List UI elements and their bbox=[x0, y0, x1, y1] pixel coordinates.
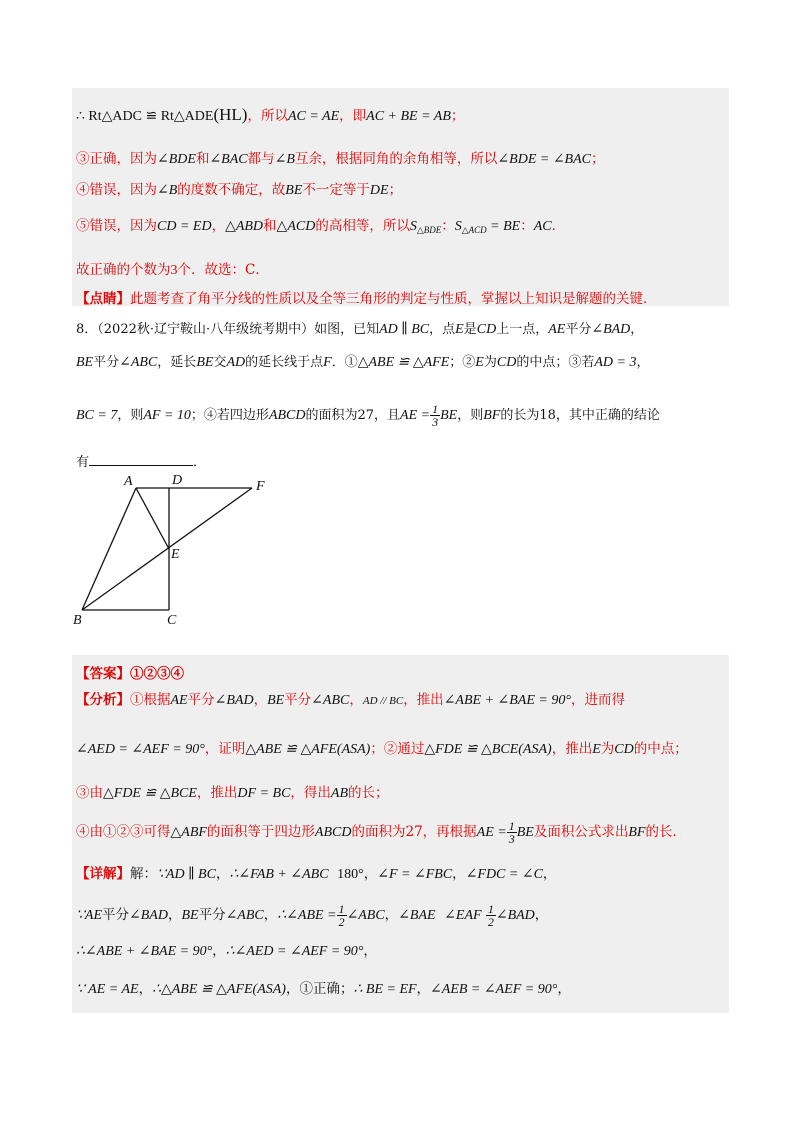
math-expr: AC = AE bbox=[287, 109, 340, 124]
area-expr bbox=[455, 219, 520, 234]
math-expr: E bbox=[475, 355, 484, 370]
text: 的高相等，所以 bbox=[315, 218, 410, 234]
detail-line bbox=[76, 862, 556, 883]
math-expr: ∠EAF bbox=[444, 908, 482, 923]
question-line bbox=[76, 451, 206, 470]
text: 此题考查了角平分线的性质以及全等三角形的判定与性质，掌握以上知识是解题的关键． bbox=[130, 291, 657, 307]
text: ： bbox=[441, 218, 455, 234]
text: 上一点， bbox=[496, 322, 549, 337]
text: 平分 bbox=[102, 907, 130, 923]
detail-line bbox=[76, 977, 571, 998]
text: 是 bbox=[463, 322, 477, 337]
fraction bbox=[507, 820, 517, 845]
math-expr: E bbox=[592, 742, 601, 757]
text: 的中点； bbox=[633, 741, 688, 757]
text: ， bbox=[253, 692, 268, 708]
fraction bbox=[430, 403, 440, 428]
math-expr: ∴∠AED = ∠AEF = 90° bbox=[225, 944, 364, 959]
answer-value: ①②③④ bbox=[130, 666, 184, 682]
math-expr: BE bbox=[516, 825, 534, 840]
text: 及面积公式求出 bbox=[533, 824, 629, 840]
question-line bbox=[76, 351, 649, 371]
math-expr: AC + BE = AB bbox=[366, 109, 451, 124]
text: 和 bbox=[195, 151, 210, 167]
math-expr: ∠B bbox=[274, 152, 295, 167]
text: ；④若四边形 bbox=[190, 408, 269, 423]
math-expr: ∠BAD bbox=[591, 322, 631, 337]
text: ③由 bbox=[76, 785, 103, 801]
math-expr: BE bbox=[196, 355, 214, 370]
math-expr: AB bbox=[330, 786, 349, 801]
math-expr: (HL) bbox=[213, 105, 248, 124]
math-expr: F bbox=[323, 355, 332, 370]
text: 平分 bbox=[187, 692, 215, 708]
math-expr: ∴∠ABE + ∠BAE = 90° bbox=[76, 944, 213, 959]
question-line bbox=[76, 318, 643, 338]
solution-line bbox=[76, 214, 565, 236]
text: ，推出 bbox=[196, 785, 238, 801]
math-expr: BF bbox=[628, 825, 646, 840]
math-expr: AE = bbox=[400, 408, 431, 423]
math-expr: S bbox=[409, 219, 417, 234]
math-expr: CD = ED bbox=[157, 219, 212, 234]
text: ①根据 bbox=[130, 692, 171, 708]
text: ， bbox=[416, 981, 431, 997]
text: 故正确的个数为 bbox=[76, 262, 171, 278]
math-expr: ∴∠FAB + ∠ABC bbox=[229, 867, 329, 882]
text: ， bbox=[452, 866, 466, 882]
text: ；② bbox=[449, 355, 476, 370]
text: 平分 bbox=[565, 322, 592, 337]
denominator: 2 bbox=[487, 915, 494, 929]
math-expr: ∠ABE + ∠BAE = 90° bbox=[443, 693, 571, 708]
solution-line bbox=[76, 104, 464, 125]
math-expr: AD // BC bbox=[362, 695, 404, 707]
text: ， bbox=[636, 355, 650, 370]
math-expr: AF = 10 bbox=[143, 408, 191, 423]
text: ， bbox=[557, 981, 571, 997]
key-point-label: 【点睛】 bbox=[76, 291, 130, 307]
text: ，推出 bbox=[551, 741, 593, 757]
text: 个．故选：C． bbox=[177, 262, 269, 278]
denominator: 3 bbox=[508, 832, 515, 846]
label-f: F bbox=[256, 479, 265, 494]
math-expr: ∵AE bbox=[76, 908, 103, 923]
numerator: 1 bbox=[338, 902, 345, 916]
math-expr: ∠BDE bbox=[157, 152, 196, 167]
math-expr: 3 bbox=[170, 263, 178, 278]
math-expr: △ABE ≌ △AFE bbox=[357, 355, 450, 370]
text: ， bbox=[363, 866, 378, 882]
detail-label: 【详解】 bbox=[76, 866, 130, 882]
math-expr: = BE bbox=[490, 219, 521, 234]
fraction bbox=[337, 903, 347, 928]
analysis-line bbox=[76, 688, 625, 709]
math-expr: DE bbox=[369, 183, 389, 198]
math-expr: S bbox=[454, 219, 462, 234]
analysis-label: 【分析】 bbox=[76, 692, 130, 708]
math-expr: BE bbox=[267, 693, 285, 708]
math-expr: ∠BAD bbox=[495, 908, 535, 923]
text: ， bbox=[542, 866, 557, 882]
math-expr: DF = BC bbox=[237, 786, 291, 801]
text: ⑤错误，因为 bbox=[76, 218, 157, 234]
label-c: C bbox=[167, 613, 177, 628]
math-expr: ∴ BE = EF bbox=[353, 982, 417, 997]
math-expr: ∠AEB = ∠AEF = 90° bbox=[430, 982, 558, 997]
segment-bf bbox=[82, 488, 252, 610]
math-expr: ABCD bbox=[314, 825, 352, 840]
question-text: 8．（2022秋·辽宁鞍山·八年级统考期中）如图，已知 bbox=[76, 322, 380, 337]
text: ，则 bbox=[457, 408, 484, 423]
text: 的面积等于四边形 bbox=[206, 824, 315, 840]
math-expr: BE bbox=[285, 183, 303, 198]
key-point-line bbox=[76, 287, 657, 307]
text: ，证明 bbox=[204, 741, 246, 757]
text: ，所以 bbox=[247, 108, 288, 124]
answer-label: 【答案】 bbox=[76, 666, 130, 682]
math-expr: ∠F = ∠FBC bbox=[377, 867, 453, 882]
text: 平分 bbox=[284, 692, 312, 708]
text: 的长为18，其中正确的结论 bbox=[500, 408, 660, 423]
text: ，点 bbox=[429, 322, 456, 337]
math-expr: ∠BAD bbox=[214, 693, 254, 708]
numerator: 1 bbox=[508, 819, 515, 833]
text: ，①正确； bbox=[285, 981, 354, 997]
solution-line bbox=[76, 258, 269, 279]
text: ， bbox=[212, 943, 226, 959]
text: ， bbox=[349, 692, 363, 708]
text: ． bbox=[551, 218, 566, 234]
math-expr: CD bbox=[614, 742, 634, 757]
text: ： bbox=[520, 218, 534, 234]
math-sub: △BDE bbox=[416, 225, 442, 235]
label-a: A bbox=[124, 474, 133, 489]
math-expr: △ACD bbox=[276, 219, 316, 234]
text: 不一定等于 bbox=[302, 182, 370, 198]
fraction bbox=[486, 903, 496, 928]
math-expr: ∠BAE bbox=[398, 908, 436, 923]
math-expr: BE bbox=[76, 355, 94, 370]
math-expr: BF bbox=[483, 408, 501, 423]
text: 的中点；③若 bbox=[516, 355, 595, 370]
text: ， bbox=[211, 218, 226, 234]
math-expr: AD = 3 bbox=[594, 355, 637, 370]
math-expr: ∠ABC bbox=[346, 908, 385, 923]
detail-line bbox=[76, 939, 377, 960]
analysis-line bbox=[76, 820, 686, 845]
area-expr bbox=[410, 219, 441, 234]
math-expr: ∠BAC bbox=[209, 152, 248, 167]
text: ．① bbox=[331, 355, 358, 370]
text: ； bbox=[388, 182, 403, 198]
text: ；②通过 bbox=[370, 741, 425, 757]
text: 平分 bbox=[198, 907, 226, 923]
math-expr: △FDE ≌ △BCE bbox=[103, 786, 197, 801]
analysis-line bbox=[76, 737, 688, 758]
analysis-line bbox=[76, 781, 389, 802]
math-expr: ∠FDC = ∠C bbox=[465, 867, 543, 882]
text: 平分 bbox=[93, 355, 120, 370]
text: ， bbox=[363, 943, 377, 959]
math-expr: CD bbox=[476, 322, 497, 337]
text: 的延长线于点 bbox=[245, 355, 324, 370]
text: ，得出 bbox=[290, 785, 331, 801]
math-expr: AD bbox=[226, 355, 246, 370]
text: 解： bbox=[130, 866, 157, 882]
text: ． bbox=[193, 455, 207, 470]
text: ， bbox=[215, 866, 230, 882]
math-expr: AD ∥ BC bbox=[379, 322, 430, 337]
text: ； bbox=[450, 108, 465, 124]
segment-ae bbox=[136, 488, 169, 549]
math-expr: △FDE ≌ △BCE(ASA) bbox=[424, 742, 552, 757]
math-expr: 180° bbox=[337, 867, 364, 882]
math-expr: BC = 7 bbox=[76, 408, 118, 423]
math-expr: ∠BAD bbox=[129, 908, 168, 923]
denominator: 2 bbox=[338, 915, 345, 929]
text: 的度数不确定，故 bbox=[177, 182, 286, 198]
segment-ab bbox=[82, 488, 136, 610]
text: 互余，根据同角的余角相等，所以 bbox=[294, 151, 498, 167]
math-expr: AC bbox=[533, 219, 552, 234]
text: ， bbox=[263, 907, 278, 923]
math-expr: △ABE ≌ △AFE(ASA) bbox=[245, 742, 371, 757]
math-expr: BE bbox=[181, 908, 199, 923]
math-expr: CD bbox=[496, 355, 517, 370]
denominator: 3 bbox=[432, 415, 439, 429]
text: ，延长 bbox=[157, 355, 197, 370]
answer-blank bbox=[89, 453, 193, 466]
text: ， bbox=[630, 322, 644, 337]
text: 为 bbox=[483, 355, 497, 370]
math-sub: △ACD bbox=[461, 225, 487, 235]
label-e: E bbox=[171, 547, 180, 562]
text: 的面积为27，且 bbox=[305, 408, 401, 423]
math-expr: ∴∠ABE = bbox=[277, 908, 337, 923]
text: 交 bbox=[213, 355, 227, 370]
question-line bbox=[76, 403, 660, 428]
solution-line bbox=[76, 178, 402, 199]
text: ，推出 bbox=[403, 692, 444, 708]
text: ，则 bbox=[117, 408, 144, 423]
math-expr: ∠BDE = ∠BAC bbox=[497, 152, 591, 167]
math-expr: ∠ABC bbox=[311, 693, 350, 708]
text: ，进而得 bbox=[570, 692, 625, 708]
label-d: D bbox=[172, 473, 183, 488]
math-expr: ∵AD ∥ BC bbox=[157, 867, 216, 882]
math-expr: AE bbox=[548, 322, 566, 337]
math-expr: AE = bbox=[476, 825, 507, 840]
label-b: B bbox=[73, 613, 82, 628]
answer-line bbox=[76, 662, 184, 682]
math-expr: ∠AED = ∠AEF = 90° bbox=[76, 742, 205, 757]
math-expr: AE bbox=[170, 693, 188, 708]
text: ， bbox=[167, 907, 182, 923]
math-expr: △ABD bbox=[225, 219, 264, 234]
math-expr: ∵ AE = AE bbox=[76, 982, 139, 997]
text: 的面积为27，再根据 bbox=[351, 824, 477, 840]
text: ③正确，因为 bbox=[76, 151, 157, 167]
text: ④由①②③可得 bbox=[76, 824, 171, 840]
math-expr: △ABF bbox=[170, 825, 207, 840]
numerator: 1 bbox=[432, 402, 439, 416]
geometry-figure bbox=[68, 472, 268, 632]
text: ， bbox=[138, 981, 153, 997]
detail-line bbox=[76, 903, 548, 928]
text: ； bbox=[591, 151, 605, 167]
text: 的长； bbox=[348, 785, 389, 801]
text: 有 bbox=[76, 455, 90, 470]
math-expr: ∠ABC bbox=[225, 908, 264, 923]
text: ， bbox=[534, 907, 549, 923]
math-expr: ∠B bbox=[157, 183, 178, 198]
text: ， bbox=[384, 907, 399, 923]
solution-line bbox=[76, 147, 605, 168]
math-expr: E bbox=[455, 322, 464, 337]
math-expr: ABCD bbox=[268, 408, 306, 423]
math-expr: ∴ Rt△ADC ≌ Rt△ADE bbox=[76, 109, 214, 124]
text: 为 bbox=[600, 741, 615, 757]
math-expr: BE bbox=[440, 408, 458, 423]
text: 都与 bbox=[247, 151, 275, 167]
text: ，即 bbox=[339, 108, 367, 124]
math-expr: ∴△ABE ≌ △AFE(ASA) bbox=[152, 982, 286, 997]
text: 和 bbox=[263, 218, 277, 234]
numerator: 1 bbox=[487, 902, 494, 916]
text: ④错误，因为 bbox=[76, 182, 157, 198]
text: 的长． bbox=[645, 824, 686, 840]
math-expr: ∠ABC bbox=[119, 355, 158, 370]
